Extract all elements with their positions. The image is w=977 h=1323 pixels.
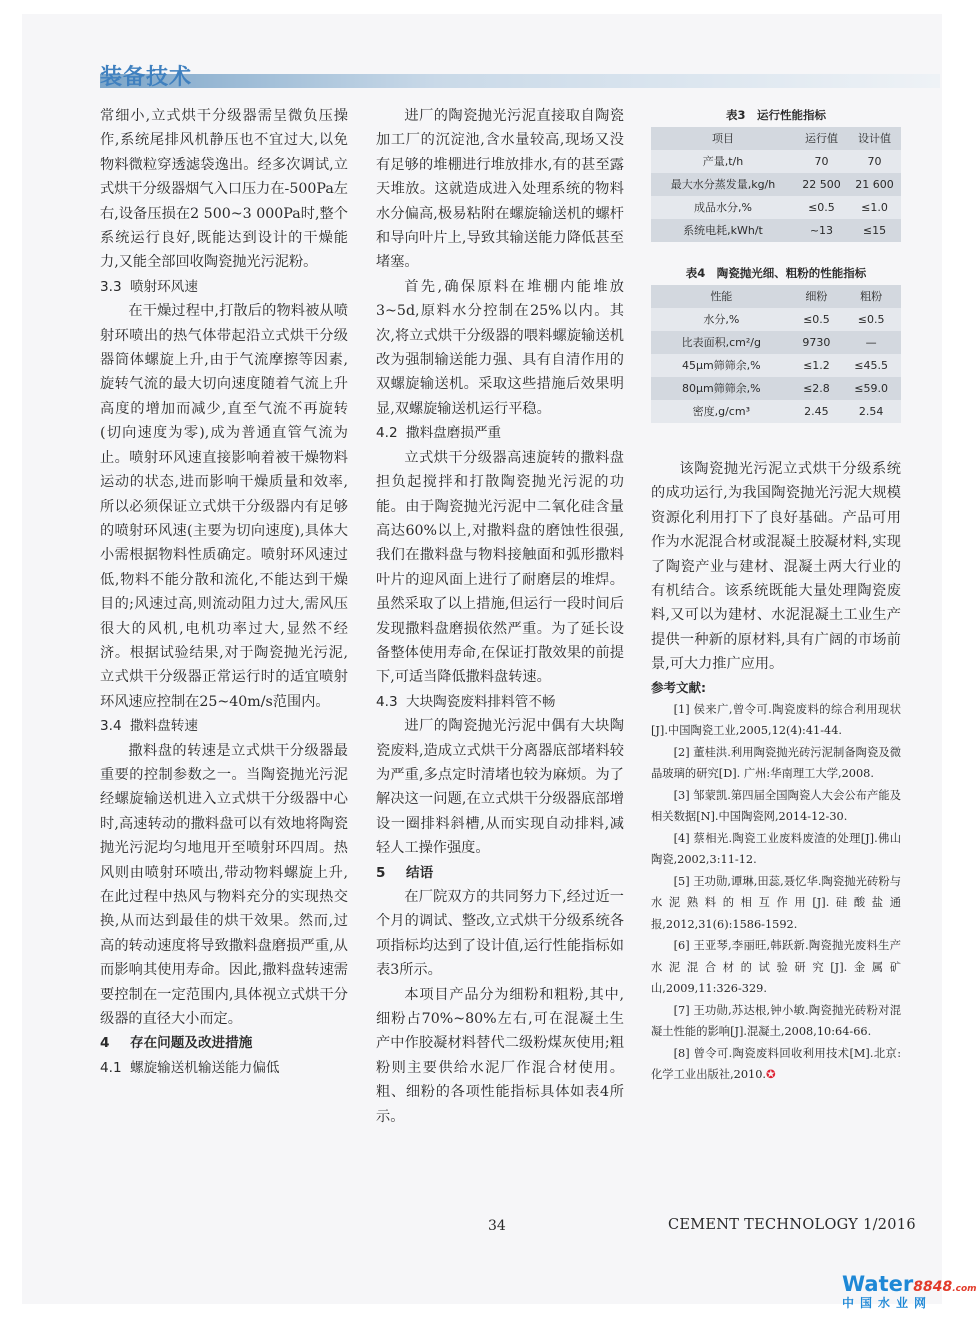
watermark-brand: Water <box>842 1272 914 1296</box>
reference-item: [5] 王功勋,谭琳,田蕊,聂忆华.陶瓷抛光砖粉与水泥熟料的相互作用[J].硅酸盐通报,2012,31(6):1586-1592. <box>651 874 901 931</box>
section-title: 存在问题及改进措施 <box>130 1035 253 1052</box>
section-title: 喷射环风速 <box>130 278 198 295</box>
references-heading: 参考文献: <box>651 679 706 695</box>
table-row <box>651 331 901 354</box>
paragraph: 进厂的陶瓷抛光污泥直接取自陶瓷加工厂的沉淀池,含水量较高,现场又没有足够的堆棚进行堆放排水,有的甚至露天堆放。这就造成进入处理系统的物料水分偏高,极易粘附在螺旋输送机的螺杆和导向叶片上,导致其输送能力降低甚至堵塞。 <box>376 108 624 271</box>
table-row <box>651 219 901 242</box>
table-header-cell: 运行值 <box>804 132 838 145</box>
journal-name: CEMENT TECHNOLOGY 1/2016 <box>668 1217 916 1233</box>
table-4 <box>651 285 901 423</box>
table-cell: ≤15 <box>862 224 887 237</box>
table-cell: 22 500 <box>802 178 841 191</box>
table-row <box>651 400 901 423</box>
paragraph: 在干燥过程中,打散后的物料被从喷射环喷出的热气体带起沿立式烘干分级器筒体螺旋上升,由于气流摩擦等因素,旋转气流的最大切向速度随着气流上升高度的增加而减少,直至气流不再旋转(切向速度为零),成为普通直管气流为止。喷射环风速直接影响着被干燥物料运动的状态,进而影响干燥质量和效率,所以必须保证立式烘干分级器内有足够的喷射环风速(主要为切向速度),具体大小需根据物料性质确定。喷射环风速过低,物料不能分散和流化,不能达到干燥目的;风速过高,则流动阻力过大,需风压很大的风机,电机功率过大,显然不经济。根据试验结果,对于陶瓷抛光污泥,立式烘干分级器正常运行时的适宜喷射环风速应控制在25~40m/s范围内。 <box>100 303 348 710</box>
paragraph: 在厂院双方的共同努力下,经过近一个月的调试、整改,立式烘干分级系统各项指标均达到了设计值,运行性能指标如表3所示。 <box>376 889 624 979</box>
section-number: 4.1 <box>100 1059 122 1076</box>
section-heading <box>100 1056 348 1080</box>
paragraph: 首先,确保原料在堆棚内能堆放3~5d,原料水分控制在25%以内。其次,将立式烘干分级器的喂料螺旋输送机改为强制输送能力强、具有自清作用的双螺旋输送机。采取这些措施后效果明显,双螺旋输送机运行平稳。 <box>376 278 624 417</box>
table-cell: — <box>865 336 877 349</box>
table-cell: 21 600 <box>855 178 894 191</box>
column-3 <box>651 104 901 1086</box>
section-number: 4.3 <box>376 693 398 710</box>
table-row <box>651 173 901 196</box>
section-heading <box>376 421 624 445</box>
reference-item: [4] 蔡相光.陶瓷工业废料废渣的处理[J].佛山陶瓷,2002,3:11-12. <box>651 831 901 867</box>
watermark-digits: 8848 <box>913 1279 953 1295</box>
table-cell: ≤59.0 <box>854 382 888 395</box>
section-number: 3.3 <box>100 278 122 295</box>
section-heading <box>100 275 348 299</box>
table-cell: 80μm筛筛余,% <box>681 382 761 395</box>
table-cell: ≤2.8 <box>803 382 830 395</box>
section-title: 撒料盘磨损严重 <box>406 425 502 442</box>
paragraph: 本项目产品分为细粉和粗粉,其中,细粉占70%~80%左右,可在混凝土生产中作胶凝材料替代二级粉煤灰使用;粗粉则主要供给水泥厂作混合材使用。粗、细粉的各项性能指标具体如表4所示。 <box>376 986 624 1125</box>
table-cell: ≤1.2 <box>803 359 830 372</box>
table-cell: ~13 <box>809 224 834 237</box>
table-row <box>651 354 901 377</box>
table-cell: 水分,% <box>703 313 740 326</box>
table-cell: 2.45 <box>804 405 829 418</box>
end-mark-icon: ✪ <box>766 1068 776 1082</box>
section-number: 4 <box>100 1035 110 1052</box>
column-1 <box>100 104 348 1080</box>
section-heading <box>100 714 348 738</box>
reference-item: [2] 董桂洪.利用陶瓷抛光砖污泥制备陶瓷及微晶玻璃的研究[D]. 广州:华南理工大学,2008. <box>651 745 901 781</box>
paragraph: 进厂的陶瓷抛光污泥中偶有大块陶瓷废料,造成立式烘干分离器底部堵料较为严重,多点定时清堵也较为麻烦。为了解决这一问题,在立式烘干分级器底部增设一圈排料斜槽,从而实现自动排料,减轻人工操作强度。 <box>376 718 624 857</box>
paragraph: 常细小,立式烘干分级器需呈微负压操作,系统尾排风机静压也不宜过大,以免物料微粒穿透滤袋逸出。经多次调试,立式烘干分级器烟气入口压力在-500Pa左右,设备压损在2 500~3 000Pa时,整个系统运行良好,既能达到设计的干燥能力,又能全部回收陶瓷抛光污泥粉。 <box>100 108 348 271</box>
table-header-cell: 设计值 <box>857 132 891 145</box>
paragraph: 撒料盘的转速是立式烘干分级器最重要的控制参数之一。当陶瓷抛光污泥经螺旋输送机进入立式烘干分级器中心时,高速转动的撒料盘可以有效地将陶瓷抛光污泥均匀地甩开至喷射环四周。热风则由喷射环喷出,带动物料螺旋上升,在此过程中热风与物料充分的实现热交换,从而达到最佳的烘干效果。然而,过高的转动速度将导致撒料盘磨损严重,从而影响其使用寿命。因此,撒料盘转速需要控制在一定范围内,具体视立式烘干分级器的直径大小而定。 <box>100 742 348 1028</box>
section-title: 撒料盘转速 <box>130 718 198 735</box>
table-cell: 产量,t/h <box>702 155 744 168</box>
section-number: 3.4 <box>100 718 122 735</box>
table-cell: 9730 <box>802 336 831 349</box>
table-cell: ≤0.5 <box>808 201 835 214</box>
watermark-suffix: .com <box>952 1284 977 1294</box>
table-cell: ≤1.0 <box>861 201 888 214</box>
section-title: 装备技术 <box>100 65 193 90</box>
table-cell: 比表面积,cm²/g <box>681 336 761 349</box>
table-cell: ≤45.5 <box>854 359 888 372</box>
table-header-cell: 粗粉 <box>860 290 883 303</box>
reference-text: [8] 曾令可.陶瓷废料回收利用技术[M].北京:化学工业出版社,2010. <box>651 1046 901 1082</box>
table-header-row <box>651 285 901 308</box>
section-heading <box>376 861 624 885</box>
table-header-cell: 细粉 <box>805 290 828 303</box>
table-cell: 最大水分蒸发量,kg/h <box>670 178 776 191</box>
table-row <box>651 377 901 400</box>
table-4-caption: 表4 陶瓷抛光细、粗粉的性能指标 <box>685 266 867 280</box>
table-cell: ≤0.5 <box>803 313 830 326</box>
table-cell: ≤0.5 <box>857 313 885 326</box>
paragraph: 立式烘干分级器高速旋转的撒料盘担负起搅拌和打散陶瓷抛光污泥的功能。由于陶瓷抛光污泥中二氧化硅含量高达60%以上,对撒料盘的磨蚀性很强,我们在撒料盘与物料接触面和弧形撒料叶片的迎风面上进行了耐磨层的堆焊。虽然采取了以上措施,但运行一段时间后发现撒料盘磨损依然严重。为了延长设备整体使用寿命,在保证打散效果的前提下,可适当降低撒料盘转速。 <box>376 449 624 686</box>
table-row <box>651 308 901 331</box>
table-header-cell: 性能 <box>710 290 733 303</box>
reference-item <box>651 1043 901 1086</box>
table-cell: 70 <box>814 155 829 168</box>
table-cell: 密度,g/cm³ <box>692 405 750 418</box>
column-2 <box>376 104 624 1129</box>
watermark-logo <box>842 1272 977 1311</box>
reference-item: [7] 王功勋,苏达根,钟小敏.陶瓷抛光砖粉对混凝土性能的影响[J].混凝土,2008,10:64-66. <box>651 1003 901 1039</box>
table-cell: 45μm筛筛余,% <box>681 359 761 372</box>
reference-item: [1] 侯来广,曾令可.陶瓷废料的综合利用现状[J].中国陶瓷工业,2005,12(4):41-44. <box>651 702 901 738</box>
section-title: 大块陶瓷废料排料管不畅 <box>406 693 556 710</box>
table-row <box>651 196 901 219</box>
section-number: 5 <box>376 864 386 881</box>
table-header-row <box>651 127 901 150</box>
table-3 <box>651 127 901 242</box>
reference-item: [6] 王亚琴,李丽旺,韩跃新.陶瓷抛光废料生产水泥混合材的试验研究[J].金属矿山,2009,11:326-329. <box>651 939 901 996</box>
table-cell: 2.54 <box>858 405 884 418</box>
table-row <box>651 150 901 173</box>
section-title: 结语 <box>406 864 434 881</box>
header-bar <box>100 74 940 88</box>
section-number: 4.2 <box>376 425 398 442</box>
section-heading <box>376 690 624 714</box>
watermark-cn: 中国水业网 <box>842 1296 933 1310</box>
table-3-caption: 表3 运行性能指标 <box>725 108 826 122</box>
reference-item: [3] 邹蒙凯.第四届全国陶瓷人大会公布产能及相关数据[N].中国陶瓷网,2014-12-30. <box>651 788 901 824</box>
paragraph: 该陶瓷抛光污泥立式烘干分级系统的成功运行,为我国陶瓷抛光污泥大规模资源化利用打下了良好基础。产品可用作为水泥混合材或混凝土胶凝材料,实现了陶瓷产业与建材、混凝土两大行业的有机结合。该系统既能大量处理陶瓷废料,又可以为建材、水泥混凝土工业生产提供一种新的原材料,具有广阔的市场前景,可大力推广应用。 <box>651 461 901 673</box>
section-heading <box>100 1031 348 1055</box>
table-header-cell: 项目 <box>711 132 734 145</box>
table-cell: 70 <box>867 155 882 168</box>
table-cell: 系统电耗,kWh/t <box>683 224 763 237</box>
page-number: 34 <box>488 1218 506 1234</box>
table-cell: 成品水分,% <box>694 201 752 214</box>
section-title: 螺旋输送机输送能力偏低 <box>130 1059 280 1076</box>
